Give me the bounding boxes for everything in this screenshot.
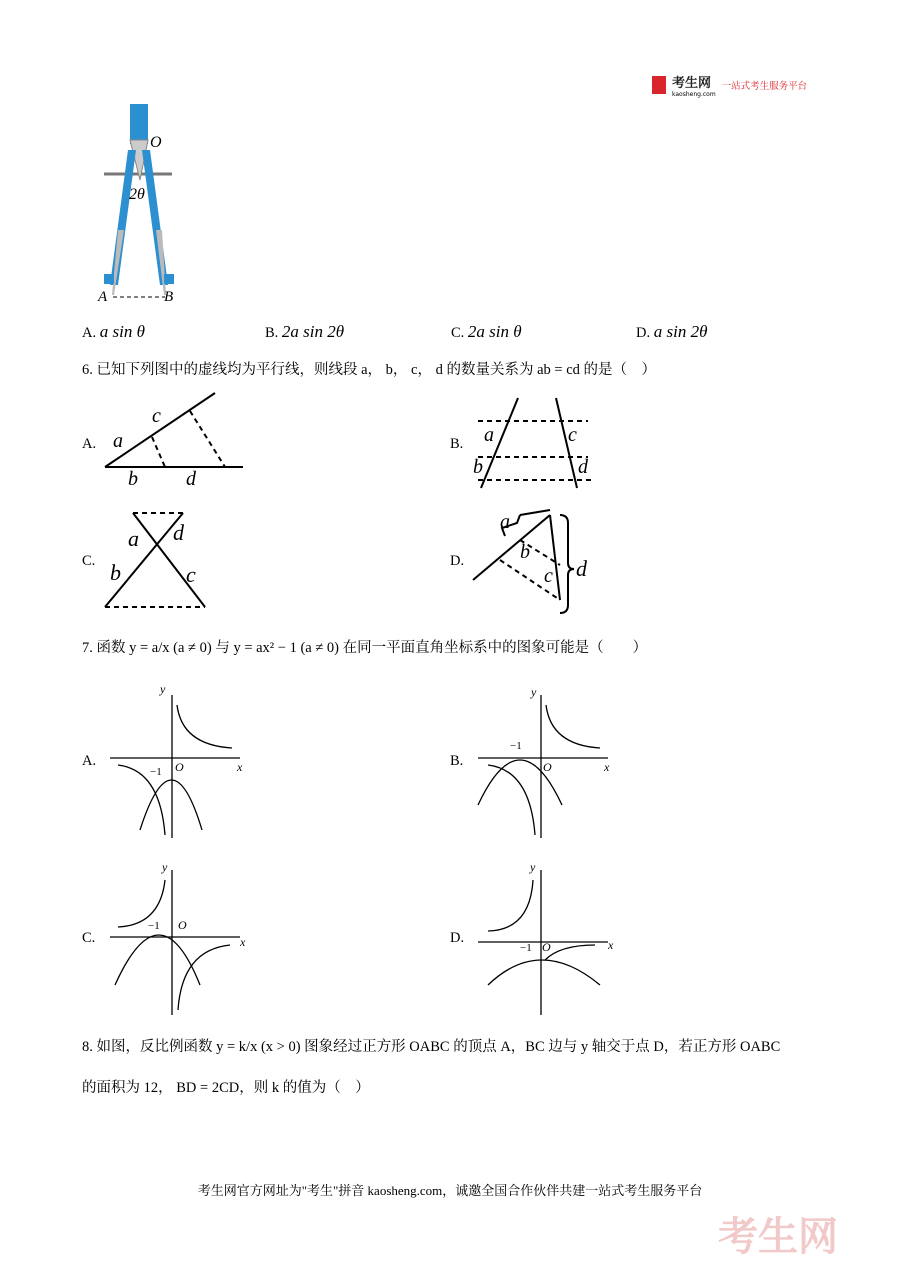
q7-graph-c: [110, 870, 240, 1015]
q7c-y-label: y: [162, 860, 168, 874]
label-b-point: B: [164, 289, 174, 305]
q6a-label-b: b: [128, 468, 138, 490]
watermark-logo: 考生网: [718, 1214, 838, 1260]
q6-question: 6. 已知下列图中的虚线均为平行线，则线段 a， b， c， d 的数量关系为 ab = cd 的是（ ）: [82, 362, 657, 378]
q7-option-b[interactable]: B.: [450, 753, 464, 769]
label-angle: 2θ: [129, 186, 145, 203]
q6-figure-a: [105, 393, 243, 467]
logo-sub: kaosheng.com: [672, 91, 716, 98]
q7b-y-label: y: [531, 685, 537, 699]
q6b-label-b: b: [473, 456, 483, 478]
logo-name: 考生网: [672, 76, 712, 91]
q6c-label-a: a: [128, 526, 139, 551]
q8-question-line2: 的面积为 12， BD = 2CD，则 k 的值为（ ）: [82, 1080, 370, 1096]
logo-slogan: 一站式考生服务平台: [721, 81, 808, 92]
q6c-label-d: d: [173, 520, 184, 545]
q7-option-c[interactable]: C.: [82, 930, 96, 946]
q7a-y-label: y: [160, 682, 166, 696]
q7b-x-label: x: [604, 760, 610, 774]
q6c-label-c: c: [186, 562, 196, 587]
q6d-label-c: c: [544, 565, 553, 587]
label-a-point: A: [98, 289, 108, 305]
q7d-minus-one: −1: [520, 942, 532, 954]
q6a-label-d: d: [186, 468, 196, 490]
q6b-label-a: a: [484, 424, 494, 446]
q7d-origin: O: [542, 940, 551, 954]
q5-option-d[interactable]: D. a sin 2θ: [636, 322, 708, 341]
q7b-minus-one: −1: [510, 740, 522, 752]
q6d-label-b: b: [520, 541, 530, 563]
q7c-x-label: x: [240, 935, 246, 949]
q5-option-b[interactable]: B. 2a sin 2θ: [265, 322, 345, 341]
q6-option-d[interactable]: D.: [450, 553, 465, 569]
q6d-label-a: a: [500, 511, 510, 533]
q6-option-c[interactable]: C.: [82, 553, 96, 569]
q7-option-d[interactable]: D.: [450, 930, 465, 946]
q6b-label-d: d: [578, 456, 588, 478]
label-o: O: [150, 134, 162, 151]
q7-option-a[interactable]: A.: [82, 753, 97, 769]
q7a-origin: O: [175, 760, 184, 774]
q6a-label-a: a: [113, 430, 123, 452]
q6b-label-c: c: [568, 424, 577, 446]
q7-question: 7. 函数 y = a/x (a ≠ 0) 与 y = ax² − 1 (a ≠ 0) 在同一平面直角坐标系中的图象可能是（ ）: [82, 640, 648, 656]
q7d-x-label: x: [608, 938, 614, 952]
q6-option-b[interactable]: B.: [450, 436, 464, 452]
q6-option-a[interactable]: A.: [82, 436, 97, 452]
q6a-label-c: c: [152, 405, 161, 427]
q7d-y-label: y: [530, 860, 536, 874]
q8-question-line1: 8. 如图，反比例函数 y = k/x (x > 0) 图象经过正方形 OABC 的顶点 A，BC 边与 y 轴交于点 D，若正方形 OABC: [82, 1039, 781, 1055]
q7a-x-label: x: [237, 760, 243, 774]
q7a-minus-one: −1: [150, 766, 162, 778]
q7c-minus-one: −1: [148, 920, 160, 932]
q7c-origin: O: [178, 918, 187, 932]
q6c-label-b: b: [110, 560, 121, 585]
q6d-label-d: d: [576, 556, 587, 581]
q5-option-a[interactable]: A. a sin θ: [82, 322, 145, 341]
q5-option-c[interactable]: C. 2a sin θ: [451, 322, 522, 341]
footer-text: 考生网官方网址为"考生"拼音 kaosheng.com，诚邀全国合作伙伴共建一站式考生服务平台: [197, 1183, 703, 1198]
q7b-origin: O: [543, 760, 552, 774]
